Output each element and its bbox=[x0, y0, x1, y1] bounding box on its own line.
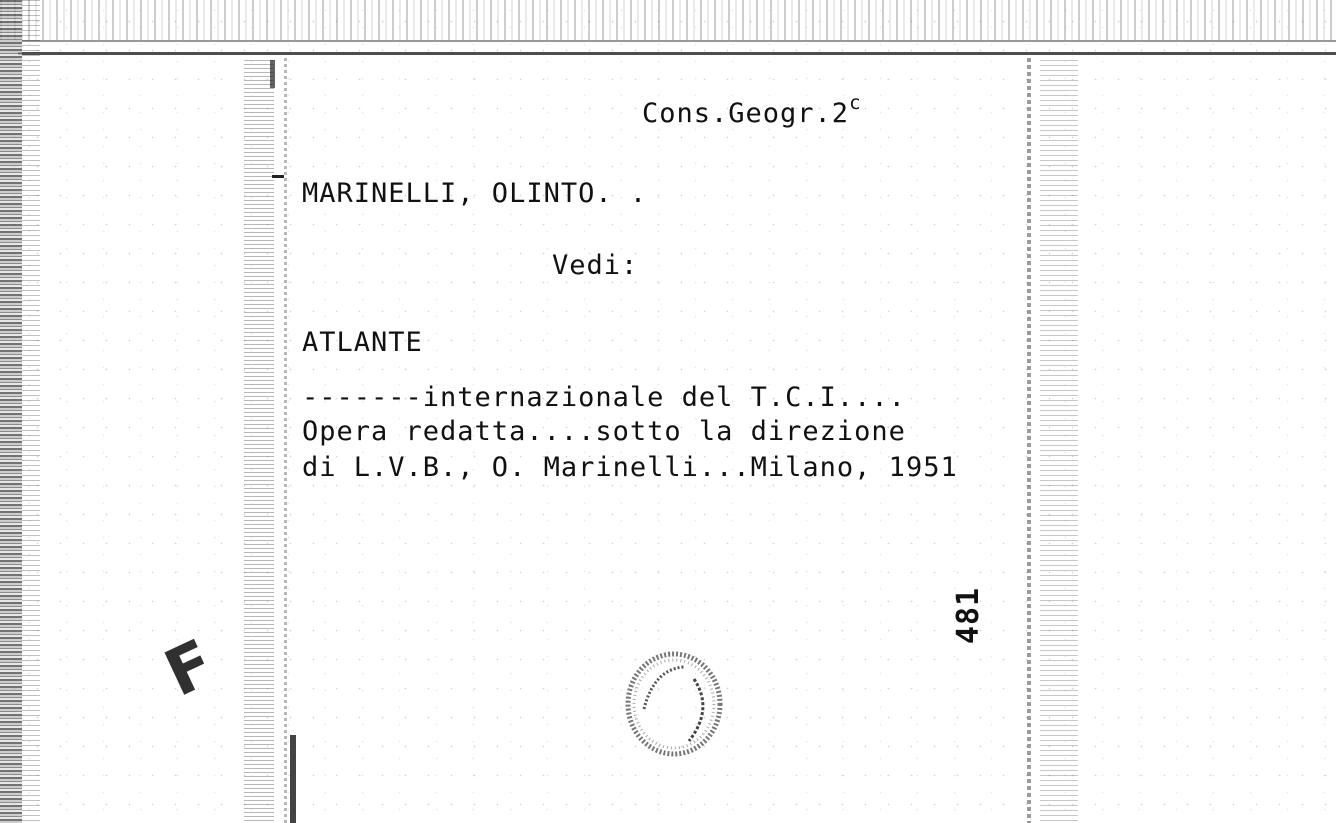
card-left-shadow bbox=[244, 60, 274, 823]
author-heading: MARINELLI, OLINTO. . bbox=[302, 178, 648, 209]
description-line-2: Opera redatta....sotto la direzione bbox=[302, 416, 906, 447]
scan-left-edge-shadow bbox=[22, 0, 40, 823]
see-label: Vedi: bbox=[552, 250, 639, 281]
call-number-superscript: c bbox=[849, 92, 862, 114]
side-number: 481 bbox=[951, 586, 987, 645]
card-left-edge bbox=[284, 58, 287, 823]
punch-hole-icon bbox=[624, 649, 724, 759]
description-line-1: -------internazionale del T.C.I.... bbox=[302, 382, 906, 413]
top-scan-band bbox=[0, 0, 1336, 40]
stamp-letter: F bbox=[154, 626, 226, 712]
top-scan-line bbox=[0, 40, 1336, 42]
scan-left-edge bbox=[0, 0, 22, 823]
card-right-shadow bbox=[1040, 60, 1078, 823]
card-top-edge bbox=[18, 52, 1336, 55]
see-entry: ATLANTE bbox=[302, 327, 423, 358]
card-left-mark-bottom bbox=[290, 735, 296, 823]
description-line-3: di L.V.B., O. Marinelli...Milano, 1951 bbox=[302, 452, 958, 483]
call-number bbox=[642, 92, 862, 129]
card-left-mark-top bbox=[270, 60, 275, 88]
call-number-text: Cons.Geogr.2 bbox=[642, 98, 850, 129]
card-left-tick bbox=[272, 175, 284, 178]
card-right-edge bbox=[1027, 58, 1031, 823]
